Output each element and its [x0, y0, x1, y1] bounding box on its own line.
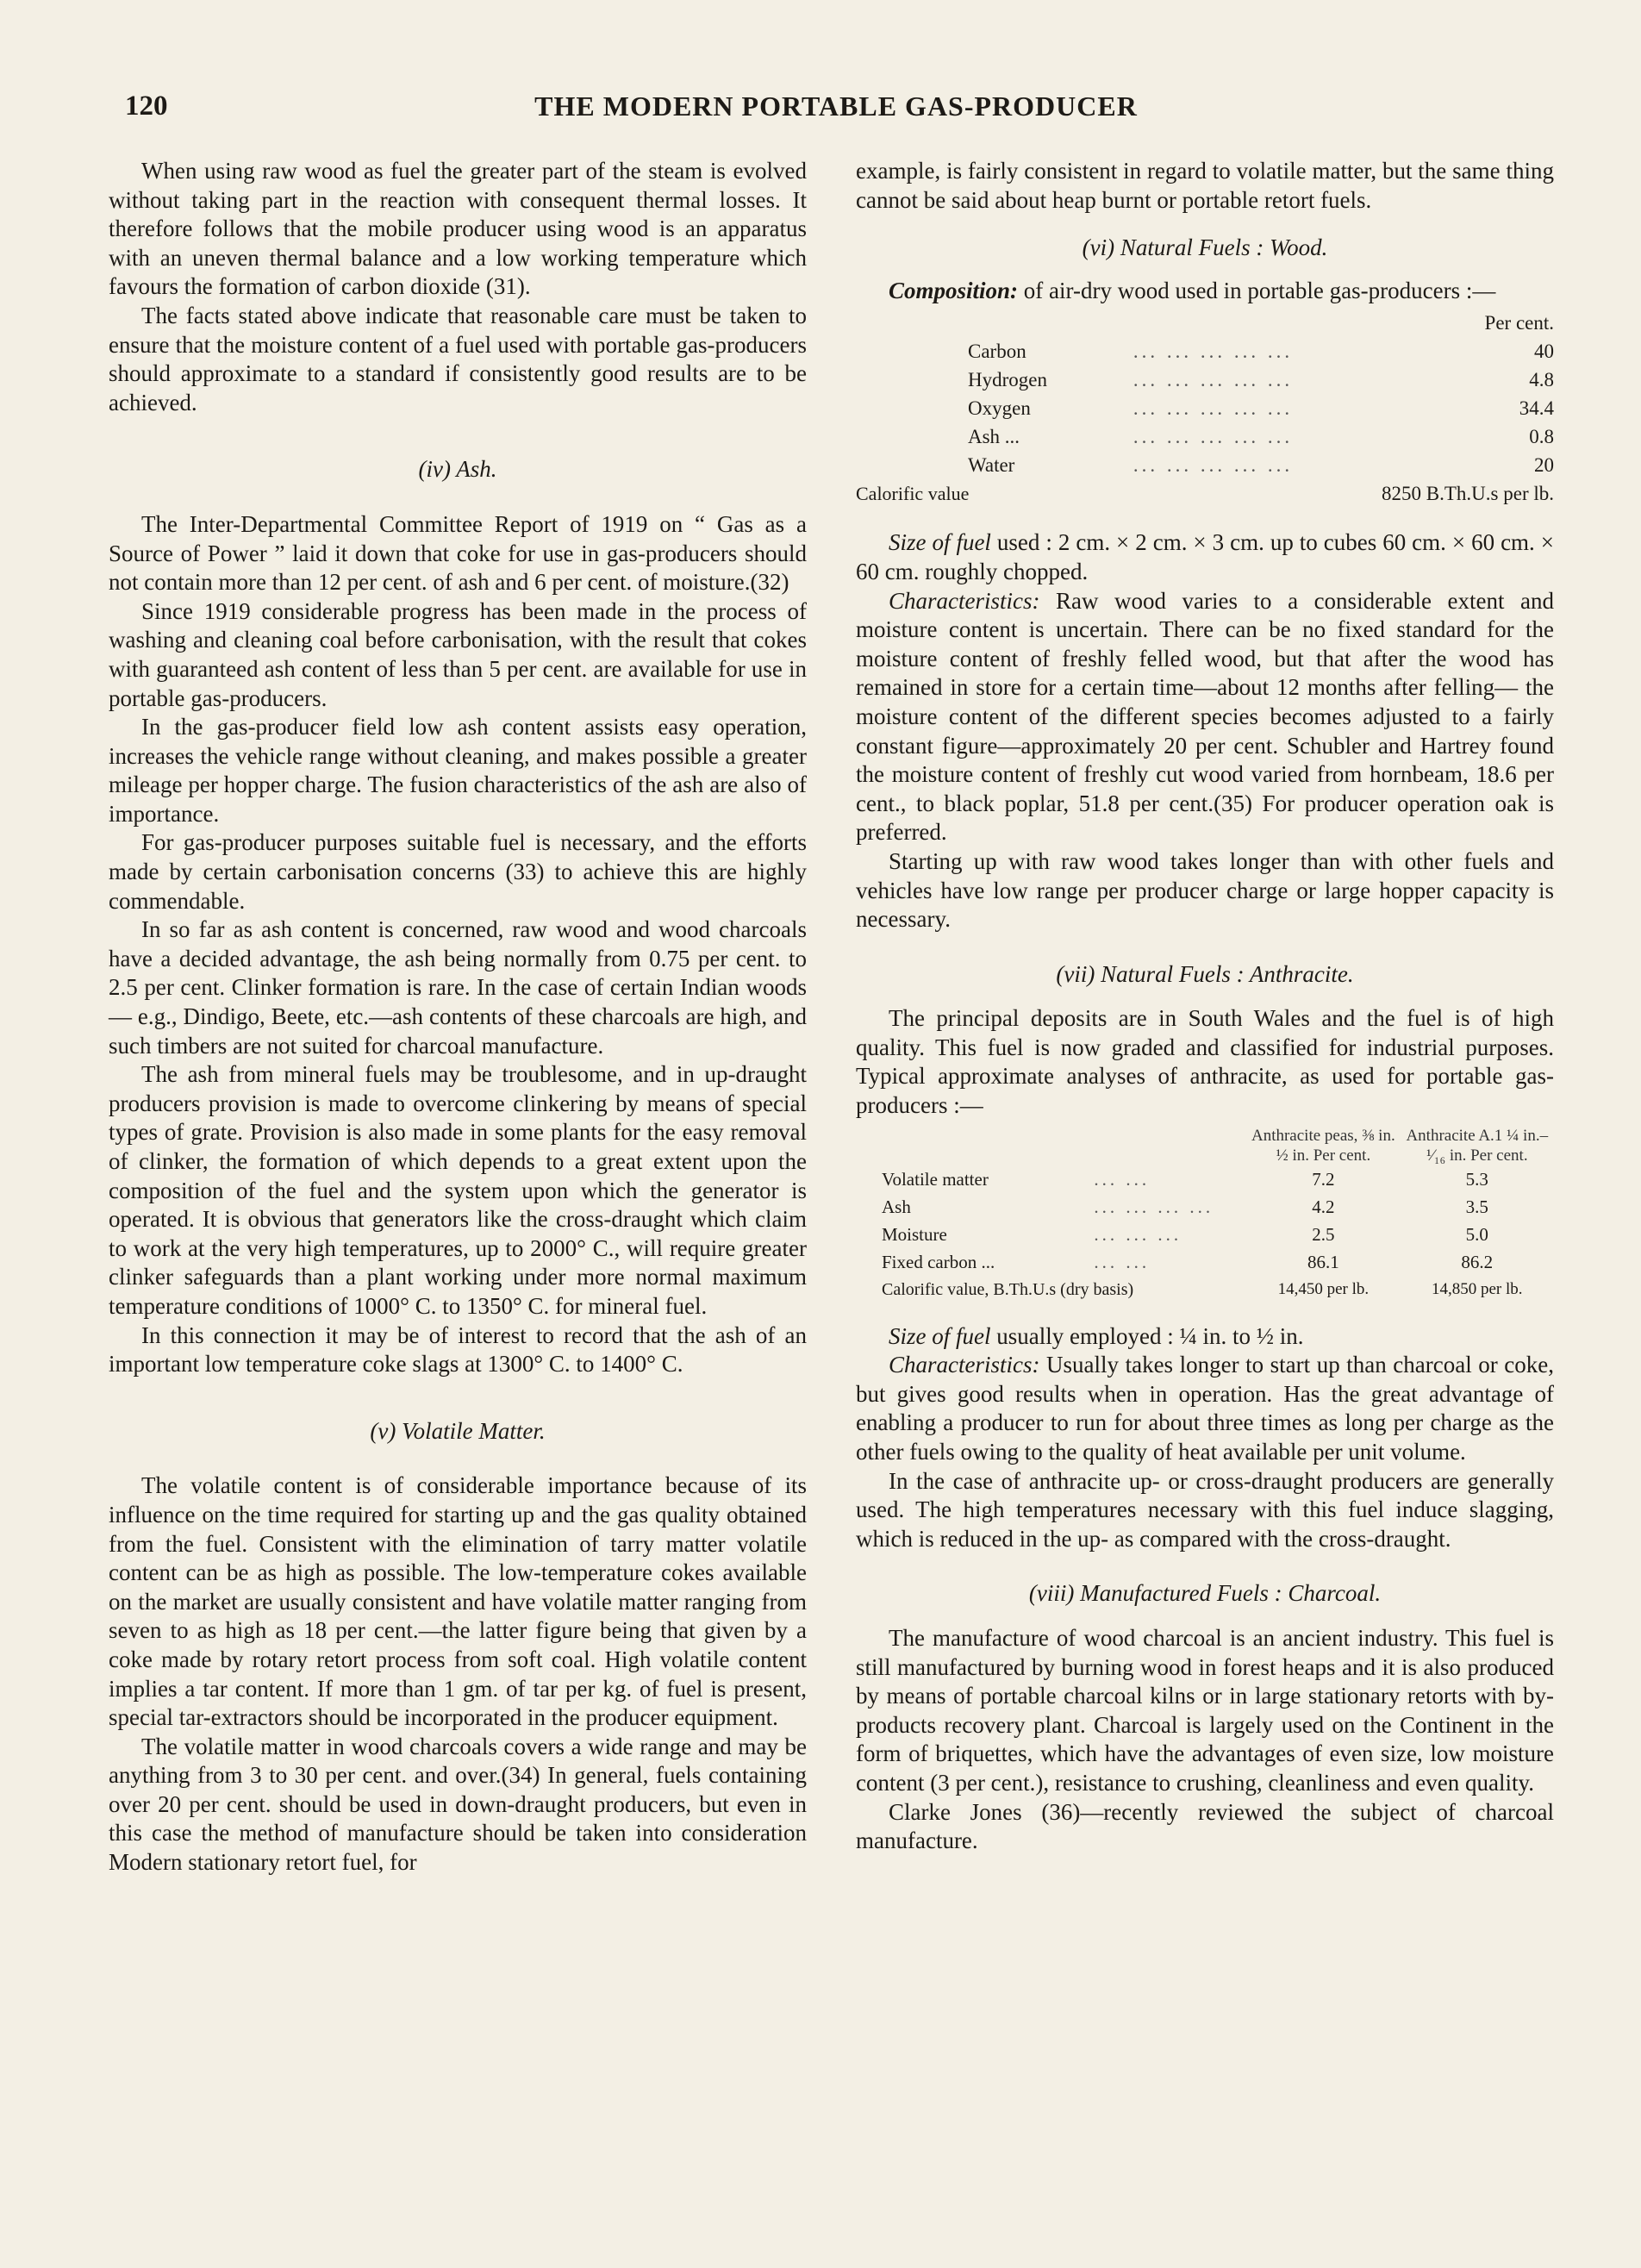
- paragraph: The principal deposits are in South Wales and the fuel is of high quality. This fuel is now graded and classified for industrial purposes. Typical approximate analyses of anthracite, as used for portable gas-producers :—: [856, 1005, 1554, 1119]
- cell-value: 7.2: [1312, 1168, 1335, 1190]
- row-label: Fixed carbon ...: [882, 1251, 995, 1272]
- heading-text: (vi) Natural Fuels : Wood.: [1082, 234, 1328, 261]
- table-unit-header: Per cent.: [1484, 312, 1554, 334]
- row-label: Ash ...: [968, 426, 1020, 448]
- row-value: 40: [1534, 341, 1554, 363]
- row-label: Oxygen: [968, 397, 1031, 420]
- cell-value: 5.3: [1465, 1168, 1488, 1190]
- heading-text: (iv) Ash.: [418, 456, 497, 483]
- paragraph: The facts stated above indicate that reasonable care must be taken to ensure that the moisture content of a fuel used with portable gas-producers should approximate to a standard if consistently good results are to be achieved.: [109, 302, 807, 415]
- row-value: 34.4: [1519, 397, 1554, 420]
- characteristics-paragraph: [856, 1351, 1554, 1466]
- right-column: [856, 157, 1554, 1856]
- paragraph: The manufacture of wood charcoal is an ancient industry. This fuel is still manufactured by burning wood in forest heaps and it is also produced by means of portable charcoal kilns or in large stationary retorts with by-products recovery plant. Charcoal is largely used on the Continent in the form of briquettes, which have the advantages of even size, low moisture content (3 per cent.), resistance to crushing, cleanliness and even quality.: [856, 1625, 1554, 1796]
- row-label: Hydrogen: [968, 369, 1047, 391]
- paragraph: Starting up with raw wood takes longer than with other fuels and vehicles have low range per producer charge or large hopper capacity is necessary.: [856, 847, 1554, 933]
- paragraph: The ash from mineral fuels may be troublesome, and in up-draught producers provision is made to overcome clinkering by means of special types of grate. Provision is also made in some plants for the easy removal of clinker, the formation of which depends to a great extent upon the composition of the fuel and the system upon which the generator is operated. It is obvious that generators like the cross-draught which claim to work at the very high temperatures, up to 2000° C., will require greater clinker safeguards than a plant working under more normal maximum temperature conditions of 1000° C. to 1350° C. for mineral fuel.: [109, 1061, 807, 1319]
- row-label: Water: [968, 454, 1015, 477]
- heading-text: (vii) Natural Fuels : Anthracite.: [1056, 960, 1354, 987]
- column-header: Anthracite peas, ⅜ in. ½ in. Per cent.: [1251, 1126, 1395, 1165]
- row-label: Carbon: [968, 341, 1026, 363]
- row-label: Moisture: [882, 1223, 947, 1245]
- section-heading-ash: [109, 455, 807, 484]
- paragraph: Clarke Jones (36)—recently reviewed the subject of charcoal manufacture.: [856, 1798, 1554, 1854]
- paragraph: In the case of anthracite up- or cross-draught producers are generally used. The high temperatures necessary with this fuel induce slagging, which is reduced in the up- as compared with the cross-draught.: [856, 1467, 1554, 1552]
- size-paragraph: [856, 528, 1554, 586]
- row-value: 4.8: [1529, 369, 1554, 391]
- table-row: [856, 451, 1554, 479]
- paragraph: For gas-producer purposes suitable fuel is necessary, and the efforts made by certain carbonisation concerns (33) to achieve this are highly commendable.: [109, 829, 807, 914]
- row-value: 0.8: [1529, 426, 1554, 448]
- row-label: Volatile matter: [882, 1168, 989, 1190]
- cell-value: 86.1: [1307, 1251, 1339, 1272]
- paragraph: In the gas-producer field low ash content assists easy operation, increases the vehicle range without cleaning, and makes possible a greater mileage per hopper charge. The fusion characteristics of the ash are also of importance.: [109, 714, 807, 827]
- page-number: 120: [125, 91, 168, 122]
- cell-value: 5.0: [1465, 1223, 1488, 1245]
- table-row: [856, 1221, 1554, 1248]
- paragraph: Since 1919 considerable progress has been made in the process of washing and cleaning coal before carbonisation, with the result that cokes with guaranteed ash content of less than 5 per cent. are available for use in portable gas-producers.: [109, 597, 807, 711]
- cell-value: 86.2: [1461, 1251, 1494, 1272]
- column-header: Anthracite A.1 ¼ in.– ¹⁄₁₆ in. Per cent.: [1406, 1126, 1549, 1165]
- table-row: [856, 1276, 1554, 1303]
- paragraph: In so far as ash content is concerned, raw wood and wood charcoals have a decided advantage, the ash being normally from 0.75 per cent. to 2.5 per cent. Clinker formation is rare. In the case of certain Indian woods— e.g., Dindigo, Beete, etc.—ash contents of these charcoals are high, and such timbers are not suited for charcoal manufacture.: [109, 916, 807, 1059]
- paragraph: The volatile content is of considerable importance because of its influence on the time required for starting up and the gas quality obtained from the fuel. Consistent with the elimination of tarry matter volatile content can be as high as possible. The low-temperature cokes available on the market are usually consistent and have volatile matter ranging from seven to as high as 18 per cent.—the latter figure being that given by a coke made by rotary retort process from soft coal. High volatile content implies a tar content. If more than 1 gm. of tar per kg. of fuel is present, special tar-extractors should be incorporated in the producer equipment.: [109, 1472, 807, 1731]
- section-heading-wood: [856, 234, 1554, 263]
- cell-value: 14,450 per lb.: [1277, 1279, 1370, 1298]
- characteristics-label: Characteristics:: [889, 1352, 1040, 1378]
- section-heading-charcoal: [856, 1579, 1554, 1609]
- table-row: [856, 1193, 1554, 1221]
- paragraph: The volatile matter in wood charcoals covers a wide range and may be anything from 3 to 30 per cent. and over.(34) In general, fuels containing over 20 per cent. should be used in down-draught producers, but even in this case the method of manufacture should be taken into consideration Modern stationary retort fuel, for: [109, 1733, 807, 1876]
- paragraph: example, is fairly consistent in regard to volatile matter, but the same thing cannot be said about heap burnt or portable retort fuels.: [856, 158, 1554, 213]
- characteristics-text: Usually takes longer to start up than charcoal or coke, but gives good results when in operation. Has the great advantage of enabling a producer to run for about three times as long per charge as the other fuels owing to the quality of heat available per unit volume.: [856, 1352, 1554, 1465]
- leader-dots: ... ... ... ... ...: [1132, 397, 1294, 420]
- table-row: [856, 1248, 1554, 1276]
- leader-dots: ... ...: [1094, 1251, 1151, 1272]
- calorific-value: 8250 B.Th.U.s per lb.: [1382, 483, 1554, 505]
- paragraph: The Inter-Departmental Committee Report of 1919 on “ Gas as a Source of Power ” laid it down that coke for use in gas-producers should not contain more than 12 per cent. of ash and 6 per cent. of moisture.(32): [109, 510, 807, 596]
- leader-dots: ... ... ... ... ...: [1132, 454, 1294, 477]
- left-column: [109, 157, 807, 1878]
- composition-label: Composition:: [889, 277, 1019, 303]
- cell-value: 3.5: [1465, 1196, 1488, 1217]
- running-title: THE MODERN PORTABLE GAS-PRODUCER: [534, 91, 1138, 122]
- composition-paragraph: [856, 277, 1554, 306]
- paragraph: In this connection it may be of interest to record that the ash of an important low temperature coke slags at 1300° C. to 1400° C.: [109, 1321, 807, 1378]
- leader-dots: ... ... ... ... ...: [1132, 341, 1294, 363]
- characteristics-text: Raw wood varies to a considerable extent and moisture content is uncertain. There can be no fixed standard for the moisture content of freshly felled wood, but that after the wood has remained in store for a certain time—about 12 months after felling— the moisture content of the different species becomes adjusted to a fairly constant figure—approximately 20 per cent. Schubler and Hartrey found the moisture content of freshly cut wood varied from hornbeam, 18.6 per cent., to black poplar, 51.8 per cent.(35) For producer operation oak is preferred.: [856, 587, 1555, 846]
- anthracite-analysis-table: [856, 1126, 1554, 1303]
- table-row: [856, 422, 1554, 451]
- table-row: [856, 366, 1554, 394]
- size-paragraph: [856, 1322, 1554, 1352]
- page-header: [125, 91, 1547, 134]
- heading-text: (v) Volatile Matter.: [370, 1417, 546, 1444]
- row-value: 20: [1534, 454, 1554, 477]
- leader-dots: ... ... ... ...: [1094, 1196, 1214, 1217]
- section-heading-anthracite: [856, 960, 1554, 990]
- table-row: [856, 394, 1554, 422]
- composition-text: of air-dry wood used in portable gas-producers :—: [1023, 277, 1496, 303]
- table-row: [856, 337, 1554, 366]
- size-text: usually employed : ¼ in. to ½ in.: [996, 1322, 1304, 1349]
- calorific-label: Calorific value, B.Th.U.s (dry basis): [882, 1279, 1134, 1299]
- table-row: [856, 1165, 1554, 1193]
- row-label: Ash: [882, 1196, 911, 1217]
- characteristics-paragraph: [856, 587, 1554, 847]
- size-label: Size of fuel: [889, 529, 991, 556]
- calorific-label: Calorific value: [856, 483, 970, 505]
- leader-dots: ... ... ... ... ...: [1132, 369, 1294, 391]
- table-row: [856, 479, 1554, 508]
- cell-value: 14,850 per lb.: [1432, 1279, 1523, 1298]
- leader-dots: ... ...: [1094, 1168, 1151, 1190]
- leader-dots: ... ... ... ... ...: [1132, 426, 1294, 448]
- wood-composition-table: [856, 309, 1554, 508]
- heading-text: (viii) Manufactured Fuels : Charcoal.: [1028, 1580, 1382, 1607]
- characteristics-label: Characteristics:: [889, 587, 1040, 614]
- paragraph: When using raw wood as fuel the greater part of the steam is evolved without taking part in the reaction with consequent thermal losses. It therefore follows that the mobile producer using wood is an apparatus with an uneven thermal balance and a low working temperature which favours the formation of carbon dioxide (31).: [109, 158, 807, 300]
- leader-dots: ... ... ...: [1094, 1223, 1182, 1245]
- size-text: used : 2 cm. × 2 cm. × 3 cm. up to cubes 60 cm. × 60 cm. × 60 cm. roughly chopped.: [856, 529, 1555, 584]
- cell-value: 2.5: [1312, 1223, 1335, 1245]
- cell-value: 4.2: [1312, 1196, 1335, 1217]
- section-heading-volatile: [109, 1417, 807, 1446]
- size-label: Size of fuel: [889, 1322, 991, 1349]
